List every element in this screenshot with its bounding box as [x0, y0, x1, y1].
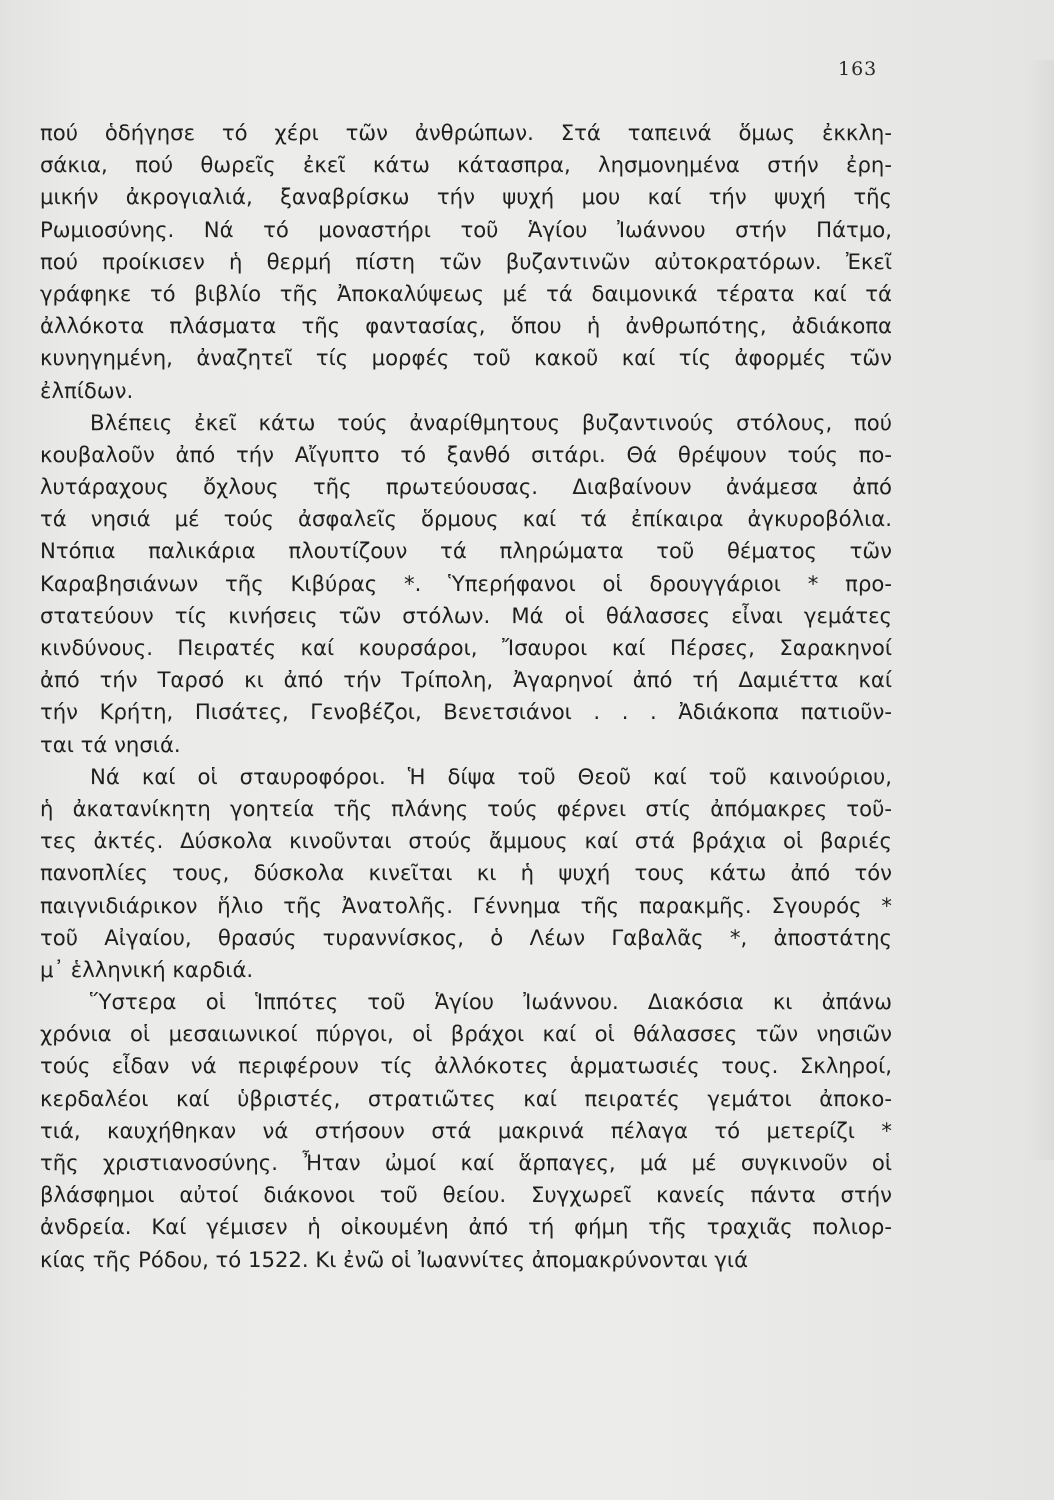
text-line: τοῦ Αἰγαίου, θρασύς τυραννίσκος, ὁ Λέων Γαβαλᾶς *, ἀποστάτης: [40, 924, 892, 950]
paragraph: [40, 761, 892, 986]
page-number: 163: [838, 58, 878, 80]
text-line: Ὕστερα οἱ Ἱππότες τοῦ Ἁγίου Ἰωάννου. Διακόσια κι ἀπάνω: [90, 989, 892, 1015]
text-line: ἡ ἀκατανίκητη γοητεία τῆς πλάνης τούς φέρνει στίς ἀπόμακρες τοῦ-: [40, 795, 892, 821]
text-line: γράφηκε τό βιβλίο τῆς Ἀποκαλύψεως μέ τά δαιμονικά τέρατα καί τά: [40, 280, 892, 306]
text-line: τούς εἶδαν νά περιφέρουν τίς ἀλλόκοτες ἁρματωσιές τους. Σκληροί,: [40, 1053, 892, 1079]
text-line: μικήν ἀκρογιαλιά, ξαναβρίσκω τήν ψυχή μου καί τήν ψυχή τῆς: [40, 184, 892, 210]
text-line: Ντόπια παλικάρια πλουτίζουν τά πληρώματα τοῦ θέματος τῶν: [40, 538, 892, 564]
text-line: σάκια, πού θωρεῖς ἐκεῖ κάτω κάτασπρα, λησμονημένα στήν ἐρη-: [40, 152, 892, 178]
text-line: κινδύνους. Πειρατές καί κουρσάροι, Ἴσαυροι καί Πέρσες, Σαρακηνοί: [40, 635, 892, 660]
text-line: ἐλπίδων.: [40, 377, 134, 403]
text-line: χρόνια οἱ μεσαιωνικοί πύργοι, οἱ βράχοι καί οἱ θάλασσες τῶν νησιῶν: [40, 1021, 892, 1047]
text-line: πανοπλίες τους, δύσκολα κινεῖται κι ἡ ψυχή τους κάτω ἀπό τόν: [40, 860, 892, 886]
text-line: τιά, καυχήθηκαν νά στήσουν στά μακρινά πέλαγα τό μετερίζι *: [40, 1117, 892, 1143]
text-line: τῆς χριστιανοσύνης. Ἦταν ὠμοί καί ἅρπαγες, μά μέ συγκινοῦν οἱ: [40, 1150, 892, 1175]
text-line: Ρωμιοσύνης. Νά τό μοναστήρι τοῦ Ἁγίου Ἰωάννου στήν Πάτμο,: [40, 216, 892, 242]
page-edge-shadow: [1026, 60, 1054, 1160]
text-line: τά νησιά μέ τούς ἀσφαλεῖς ὅρμους καί τά ἐπίκαιρα ἀγκυροβόλια.: [40, 506, 892, 532]
text-line: ἀπό τήν Ταρσό κι ἀπό τήν Τρίπολη, Ἀγαρηνοί ἀπό τή Δαμιέττα καί: [40, 667, 892, 693]
text-line: τες ἀκτές. Δύσκολα κινοῦνται στούς ἄμμους καί στά βράχια οἱ βαριές: [40, 828, 892, 854]
text-line: βλάσφημοι αὐτοί διάκονοι τοῦ θείου. Συγχωρεῖ κανείς πάντα στήν: [40, 1182, 892, 1208]
text-line: κίας τῆς Ρόδου, τό 1522. Κι ἐνῶ οἱ Ἰωαννίτες ἀπομακρύνονται γιά: [40, 1246, 749, 1272]
text-line: Καραβησιάνων τῆς Κιβύρας *. Ὑπερήφανοι οἱ δρουγγάριοι * προ-: [40, 570, 892, 596]
paragraph: [40, 407, 892, 761]
body-text: [40, 117, 892, 1276]
text-line: ἀλλόκοτα πλάσματα τῆς φαντασίας, ὅπου ἡ ἀνθρωπότης, ἀδιάκοπα: [40, 313, 892, 339]
text-line: κυνηγημένη, ἀναζητεῖ τίς μορφές τοῦ κακοῦ καί τίς ἀφορμές τῶν: [40, 345, 892, 371]
text-line: Νά καί οἱ σταυροφόροι. Ἡ δίψα τοῦ Θεοῦ καί τοῦ καινούριου,: [90, 763, 892, 789]
text-line: τήν Κρήτη, Πισάτες, Γενοβέζοι, Βενετσιάνοι . . . Ἀδιάκοπα πατιοῦν-: [40, 699, 892, 725]
text-line: παιγνιδιάρικον ἥλιο τῆς Ἀνατολῆς. Γέννημα τῆς παρακμῆς. Σγουρός *: [40, 892, 892, 918]
text-line: στατεύουν τίς κινήσεις τῶν στόλων. Μά οἱ θάλασσες εἶναι γεμάτες: [40, 602, 892, 628]
paragraph: [40, 986, 892, 1276]
text-line: μ᾿ ἑλληνική καρδιά.: [40, 956, 254, 982]
text-line: ται τά νησιά.: [40, 731, 181, 757]
text-line: ἀνδρεία. Καί γέμισεν ἡ οἰκουμένη ἀπό τή φήμη τῆς τραχιᾶς πολιορ-: [40, 1214, 892, 1240]
text-line: λυτάραχους ὄχλους τῆς πρωτεύουσας. Διαβαίνουν ἀνάμεσα ἀπό: [40, 474, 892, 500]
text-line: Βλέπεις ἐκεῖ κάτω τούς ἀναρίθμητους βυζαντινούς στόλους, πού: [90, 409, 892, 435]
text-line: κερδαλέοι καί ὑβριστές, στρατιῶτες καί πειρατές γεμάτοι ἀποκο-: [40, 1085, 892, 1111]
text-line: πού προίκισεν ἡ θερμή πίστη τῶν βυζαντινῶν αὐτοκρατόρων. Ἐκεῖ: [40, 248, 892, 274]
paragraph: [40, 117, 892, 407]
text-line: κουβαλοῦν ἀπό τήν Αἴγυπτο τό ξανθό σιτάρι. Θά θρέψουν τούς πο-: [40, 441, 892, 467]
text-line: πού ὁδήγησε τό χέρι τῶν ἀνθρώπων. Στά ταπεινά ὅμως ἐκκλη-: [40, 120, 892, 145]
